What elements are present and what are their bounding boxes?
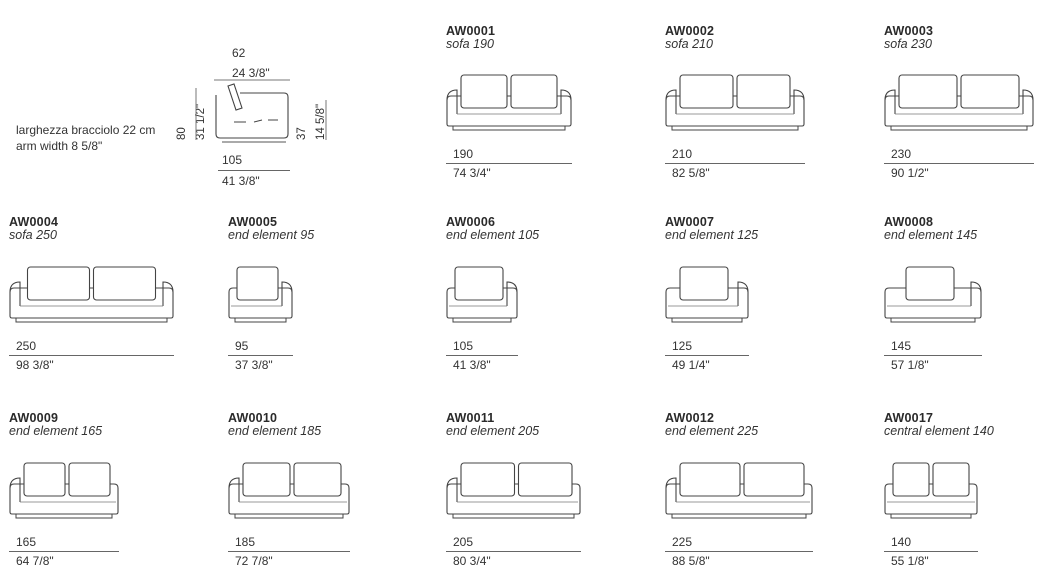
item-description: sofa 250 — [9, 228, 57, 242]
item-description: sofa 190 — [446, 37, 494, 51]
back-cushion — [24, 463, 65, 496]
sofa-base — [672, 126, 798, 130]
back-cushion — [933, 463, 969, 496]
side-depth-line — [218, 170, 290, 171]
sofa-right-arm — [1023, 90, 1033, 114]
back-cushion — [680, 75, 733, 108]
width-cm: 205 — [453, 535, 474, 549]
width-dimension-line — [446, 551, 581, 552]
item-description: end element 185 — [228, 424, 322, 438]
width-cm: 95 — [235, 339, 249, 353]
width-dimension-line — [665, 355, 749, 356]
item-description: end element 95 — [228, 228, 315, 242]
side-depth-in: 41 3/8" — [222, 174, 260, 188]
sofa-left-arm — [447, 478, 457, 502]
width-cm: 210 — [672, 147, 693, 161]
item-code: AW0010 — [228, 411, 278, 425]
width-inches: 37 3/8" — [235, 358, 273, 372]
sofa-front-view — [665, 258, 749, 326]
item-code: AW0008 — [884, 215, 934, 229]
width-inches: 49 1/4" — [672, 358, 710, 372]
sofa-base — [235, 318, 286, 322]
back-cushion — [961, 75, 1019, 108]
back-cushion — [461, 75, 507, 108]
back-cushion — [893, 463, 929, 496]
sofa-front-view — [446, 454, 581, 522]
item-description: end element 125 — [665, 228, 759, 242]
width-cm: 125 — [672, 339, 693, 353]
back-cushion — [899, 75, 957, 108]
sofa-base — [16, 514, 112, 518]
width-dimension-line — [9, 551, 119, 552]
sofa-drawing — [665, 66, 805, 139]
width-cm: 145 — [891, 339, 912, 353]
sofa-front-view — [884, 66, 1034, 134]
side-depth-cm: 105 — [222, 153, 243, 167]
sofa-base — [235, 514, 343, 518]
width-dimension-line — [884, 163, 1034, 164]
sofa-base — [16, 318, 167, 322]
width-inches: 88 5/8" — [672, 554, 710, 568]
back-cushion — [519, 463, 573, 496]
width-inches: 55 1/8" — [891, 554, 929, 568]
sofa-right-arm — [282, 282, 292, 306]
width-inches: 82 5/8" — [672, 166, 710, 180]
item-code: AW0003 — [884, 24, 934, 38]
item-code: AW0004 — [9, 215, 59, 229]
width-cm: 225 — [672, 535, 693, 549]
width-dimension-line — [228, 355, 293, 356]
width-dimension-line — [884, 551, 978, 552]
sofa-left-arm — [885, 90, 895, 114]
width-inches: 41 3/8" — [453, 358, 491, 372]
sofa-left-arm — [447, 90, 457, 114]
width-cm: 165 — [16, 535, 37, 549]
sofa-drawing — [884, 258, 982, 331]
sofa-front-view — [446, 66, 572, 134]
side-top-cm: 62 — [232, 46, 246, 60]
item-code: AW0006 — [446, 215, 496, 229]
sofa-drawing — [665, 258, 749, 331]
sofa-drawing — [884, 66, 1034, 139]
sofa-left-arm — [666, 478, 676, 502]
sofa-drawing — [228, 454, 350, 527]
sofa-drawing — [228, 258, 293, 331]
side-view-drawing — [188, 60, 338, 155]
sofa-front-view — [665, 66, 805, 134]
back-cushion — [455, 267, 503, 300]
item-description: end element 165 — [9, 424, 103, 438]
sofa-base — [891, 318, 975, 322]
sofa-left-arm — [10, 282, 20, 306]
sofa-drawing — [884, 454, 978, 527]
side-seat-in: 14 5/8" — [315, 103, 327, 140]
sofa-drawing — [665, 454, 813, 527]
width-cm: 185 — [235, 535, 256, 549]
sofa-right-arm — [561, 90, 571, 114]
back-cushion — [906, 267, 954, 300]
width-inches: 64 7/8" — [16, 554, 54, 568]
width-cm: 190 — [453, 147, 474, 161]
back-cushion — [294, 463, 341, 496]
item-code: AW0005 — [228, 215, 278, 229]
back-cushion — [69, 463, 110, 496]
item-code: AW0012 — [665, 411, 715, 425]
sofa-front-view — [228, 454, 350, 522]
back-cushion — [680, 267, 728, 300]
sofa-base — [453, 514, 574, 518]
width-cm: 250 — [16, 339, 37, 353]
width-dimension-line — [228, 551, 350, 552]
arm-width-label-it: larghezza bracciolo 22 cm — [16, 123, 156, 137]
side-height-in: 31 1/2" — [195, 103, 207, 140]
sofa-base — [453, 126, 565, 130]
width-dimension-line — [665, 163, 805, 164]
item-description: sofa 230 — [884, 37, 932, 51]
sofa-left-arm — [666, 90, 676, 114]
arm-width-label-en: arm width 8 5/8" — [16, 139, 103, 153]
sofa-front-view — [884, 454, 978, 522]
width-dimension-line — [446, 163, 572, 164]
back-cushion — [680, 463, 740, 496]
item-code: AW0017 — [884, 411, 934, 425]
width-dimension-line — [446, 355, 518, 356]
sofa-base — [891, 514, 971, 518]
sofa-drawing — [446, 258, 518, 331]
back-cushion — [243, 463, 290, 496]
sofa-right-arm — [507, 282, 517, 306]
sofa-left-arm — [229, 478, 239, 502]
item-description: sofa 210 — [665, 37, 713, 51]
sofa-right-arm — [163, 282, 173, 306]
width-inches: 57 1/8" — [891, 358, 929, 372]
item-code: AW0002 — [665, 24, 715, 38]
back-cushion — [94, 267, 156, 300]
sofa-left-arm — [10, 478, 20, 502]
item-code: AW0007 — [665, 215, 715, 229]
item-description: end element 225 — [665, 424, 759, 438]
width-cm: 105 — [453, 339, 474, 353]
side-seat-cm: 37 — [296, 127, 308, 140]
width-cm: 140 — [891, 535, 912, 549]
sofa-base — [891, 126, 1027, 130]
sofa-right-arm — [738, 282, 748, 306]
width-dimension-line — [884, 355, 982, 356]
sofa-base — [672, 514, 806, 518]
width-inches: 80 3/4" — [453, 554, 491, 568]
item-description: end element 145 — [884, 228, 978, 242]
width-inches: 72 7/8" — [235, 554, 273, 568]
item-code: AW0001 — [446, 24, 496, 38]
item-description: central element 140 — [884, 424, 994, 438]
item-description: end element 105 — [446, 228, 540, 242]
back-cushion — [737, 75, 790, 108]
sofa-drawing — [446, 66, 572, 139]
sofa-front-view — [446, 258, 518, 326]
width-inches: 98 3/8" — [16, 358, 54, 372]
width-inches: 74 3/4" — [453, 166, 491, 180]
width-cm: 230 — [891, 147, 912, 161]
sofa-front-view — [884, 258, 982, 326]
sofa-front-view — [9, 258, 174, 326]
sofa-right-arm — [971, 282, 981, 306]
item-code: AW0011 — [446, 411, 495, 425]
sofa-front-view — [9, 454, 119, 522]
back-cushion — [511, 75, 557, 108]
back-cushion — [237, 267, 278, 300]
sofa-base — [453, 318, 511, 322]
side-top-in: 24 3/8" — [232, 66, 270, 80]
sofa-drawing — [446, 454, 581, 527]
side-height-cm: 80 — [176, 127, 188, 140]
item-description: end element 205 — [446, 424, 540, 438]
width-dimension-line — [9, 355, 174, 356]
sofa-front-view — [665, 454, 813, 522]
sofa-drawing — [9, 454, 119, 527]
width-inches: 90 1/2" — [891, 166, 929, 180]
sofa-front-view — [228, 258, 293, 326]
sofa-drawing — [9, 258, 174, 331]
item-code: AW0009 — [9, 411, 59, 425]
sofa-right-arm — [794, 90, 804, 114]
sofa-base — [672, 318, 742, 322]
back-cushion — [28, 267, 90, 300]
back-cushion — [461, 463, 515, 496]
width-dimension-line — [665, 551, 813, 552]
back-cushion — [744, 463, 804, 496]
